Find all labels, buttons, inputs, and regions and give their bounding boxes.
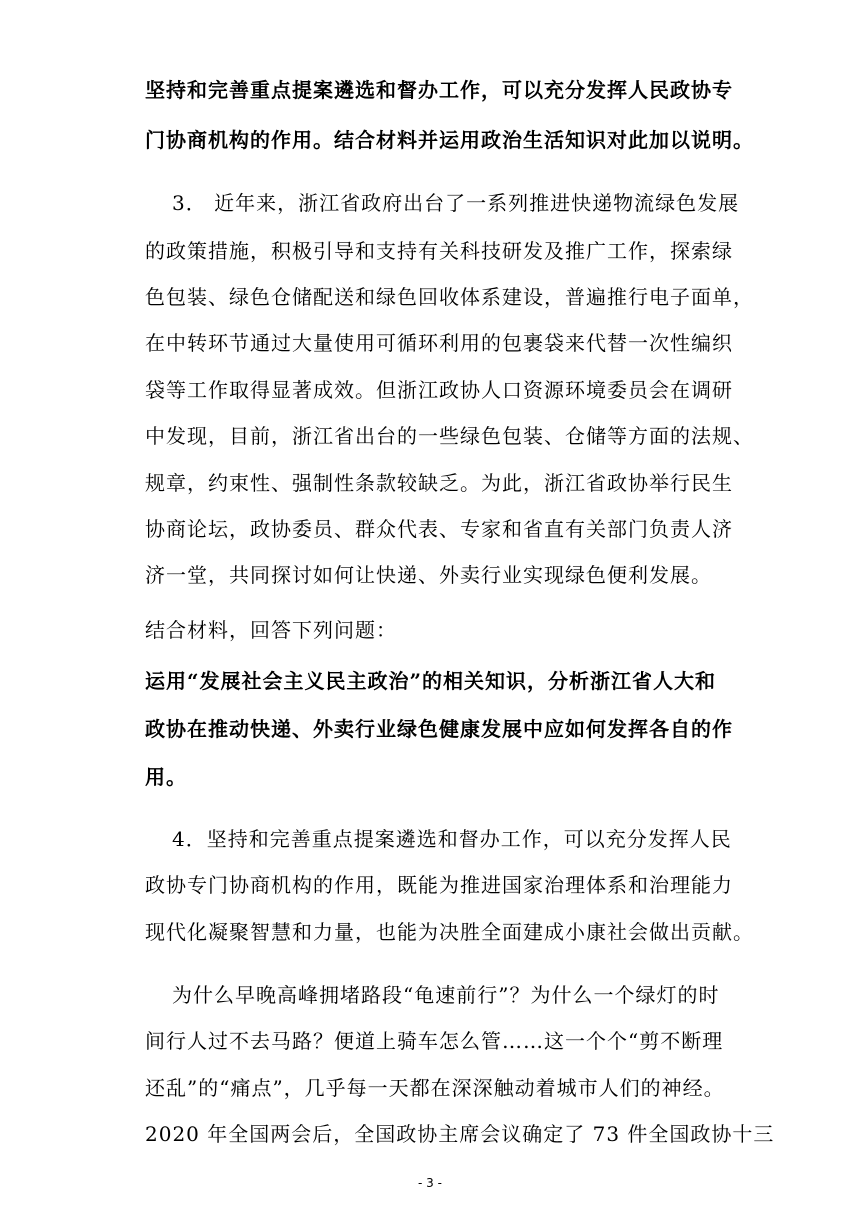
paragraph-1-line-2: 门协商机构的作用。结合材料并运用政治生活知识对此加以说明。 bbox=[145, 128, 754, 152]
material-line-4: 2020 年全国两会后，全国政协主席会议确定了 73 件全国政协十三 bbox=[145, 1122, 775, 1146]
instruction-line: 结合材料，回答下列问题： bbox=[145, 618, 397, 642]
material-line-2: 间行人过不去马路？便道上骑车怎么管……这一个个“剪不断理 bbox=[145, 1029, 724, 1053]
question-4-line-1: 4．坚持和完善重点提案遴选和督办工作，可以充分发挥人民 bbox=[172, 827, 732, 851]
question-3-line-4: 在中转环节通过大量使用可循环利用的包裹袋来代替一次性编织 bbox=[145, 331, 733, 355]
page-number: - 3 - bbox=[418, 1176, 442, 1190]
question-3-prompt-line-1: 运用“发展社会主义民主政治”的相关知识，分析浙江省人大和 bbox=[145, 669, 717, 693]
question-4-line-2: 政协专门协商机构的作用，既能为推进国家治理体系和治理能力 bbox=[145, 873, 733, 897]
question-3-prompt-line-3: 用。 bbox=[145, 765, 187, 789]
question-3-line-2: 的政策措施，积极引导和支持有关科技研发及推广工作，探索绿 bbox=[145, 239, 733, 263]
paragraph-1-line-1: 坚持和完善重点提案遴选和督办工作，可以充分发挥人民政协专 bbox=[145, 78, 733, 102]
question-3-line-7: 规章，约束性、强制性条款较缺乏。为此，浙江省政协举行民生 bbox=[145, 471, 733, 495]
question-4-line-3: 现代化凝聚智慧和力量，也能为决胜全面建成小康社会做出贡献。 bbox=[145, 920, 754, 944]
material-line-1: 为什么早晚高峰拥堵路段“龟速前行”？为什么一个绿灯的时 bbox=[172, 983, 720, 1007]
question-3-prompt-line-2: 政协在推动快递、外卖行业绿色健康发展中应如何发挥各自的作 bbox=[145, 717, 733, 741]
material-line-3: 还乱”的“痛点”，几乎每一天都在深深触动着城市人们的神经。 bbox=[145, 1076, 725, 1100]
question-3-line-1: 3． 近年来，浙江省政府出台了一系列推进快递物流绿色发展 bbox=[172, 191, 740, 215]
question-3-line-8: 协商论坛，政协委员、群众代表、专家和省直有关部门负责人济 bbox=[145, 517, 733, 541]
question-3-line-3: 色包装、绿色仓储配送和绿色回收体系建设，普遍推行电子面单， bbox=[145, 285, 754, 309]
question-3-line-6: 中发现，目前，浙江省出台的一些绿色包装、仓储等方面的法规、 bbox=[145, 424, 754, 448]
question-3-line-5: 袋等工作取得显著成效。但浙江政协人口资源环境委员会在调研 bbox=[145, 378, 733, 402]
question-3-line-9: 济一堂，共同探讨如何让快递、外卖行业实现绿色便利发展。 bbox=[145, 563, 712, 587]
